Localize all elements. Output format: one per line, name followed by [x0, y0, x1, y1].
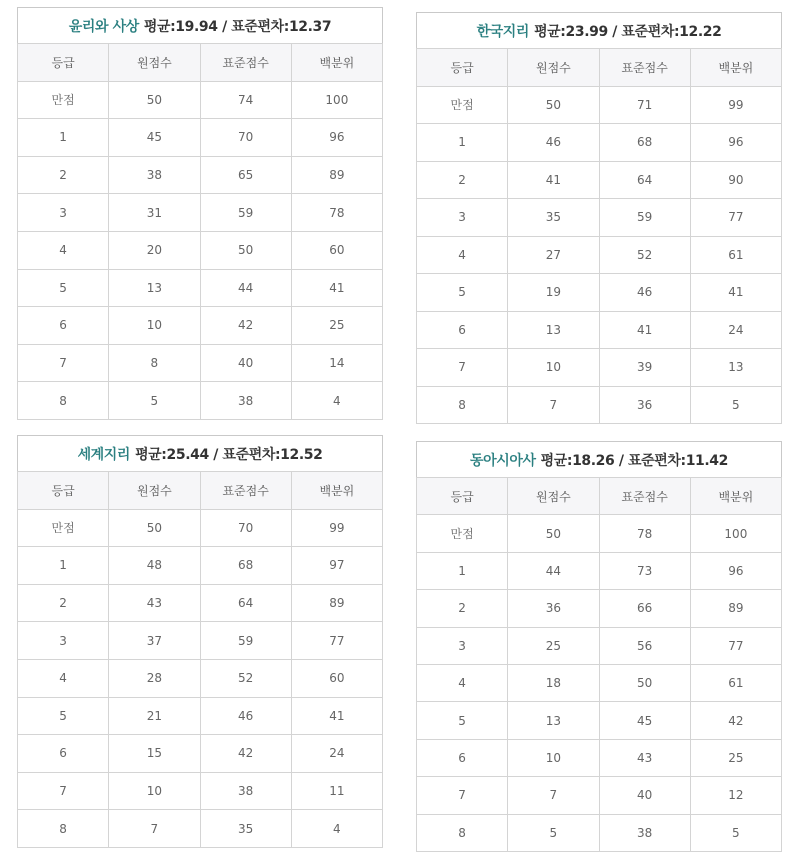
header-row [417, 478, 782, 515]
standard-score-cell: 70 [200, 509, 291, 547]
standard-score-cell: 38 [200, 772, 291, 810]
raw-score-cell: 50 [109, 81, 200, 119]
raw-score-cell: 13 [508, 702, 599, 739]
standard-score-cell: 38 [599, 814, 690, 851]
percentile-cell: 42 [690, 702, 781, 739]
standard-score-cell: 64 [599, 161, 690, 199]
raw-score-cell: 50 [508, 86, 599, 124]
raw-score-cell: 44 [508, 552, 599, 589]
standard-score-cell: 46 [599, 274, 690, 312]
grade-table [416, 477, 782, 852]
grade-cell: 3 [417, 627, 508, 664]
raw-score-cell: 13 [109, 269, 200, 307]
table-row [417, 702, 782, 739]
raw-score-cell: 35 [508, 199, 599, 237]
grade-cell: 8 [18, 810, 109, 848]
raw-score-cell: 46 [508, 124, 599, 162]
percentile-header: 백분위 [291, 44, 382, 82]
grade-cell: 4 [18, 231, 109, 269]
standard-score-cell: 78 [599, 515, 690, 552]
raw-score-cell: 19 [508, 274, 599, 312]
raw-score-header: 원점수 [109, 44, 200, 82]
percentile-cell: 99 [291, 509, 382, 547]
percentile-cell: 96 [690, 552, 781, 589]
grade-cell: 6 [18, 735, 109, 773]
percentile-cell: 24 [291, 735, 382, 773]
table-row [417, 124, 782, 162]
standard-score-cell: 59 [200, 194, 291, 232]
table-row [417, 814, 782, 851]
percentile-cell: 99 [690, 86, 781, 124]
raw-score-header: 원점수 [508, 478, 599, 515]
percentile-cell: 89 [291, 156, 382, 194]
table-row [417, 739, 782, 776]
standard-score-cell: 59 [599, 199, 690, 237]
percentile-header: 백분위 [291, 472, 382, 510]
standard-score-cell: 41 [599, 311, 690, 349]
table-row [18, 231, 383, 269]
standard-score-cell: 36 [599, 386, 690, 424]
table-row [417, 777, 782, 814]
grade-cell: 4 [18, 659, 109, 697]
raw-score-cell: 8 [109, 344, 200, 382]
grade-panel-korean-geography [416, 12, 782, 424]
raw-score-cell: 50 [508, 515, 599, 552]
standard-score-cell: 50 [599, 664, 690, 701]
grade-panel-east-asian-history [416, 441, 782, 852]
grade-cell: 6 [18, 307, 109, 345]
raw-score-cell: 13 [508, 311, 599, 349]
raw-score-header: 원점수 [109, 472, 200, 510]
percentile-cell: 96 [291, 119, 382, 157]
table-row [18, 269, 383, 307]
raw-score-cell: 41 [508, 161, 599, 199]
percentile-cell: 89 [690, 590, 781, 627]
standard-score-cell: 52 [200, 659, 291, 697]
raw-score-cell: 10 [109, 307, 200, 345]
panel-title [416, 441, 782, 477]
table-row [18, 344, 383, 382]
grade-cell: 8 [417, 386, 508, 424]
table-row [417, 515, 782, 552]
grade-cell: 7 [18, 344, 109, 382]
percentile-cell: 11 [291, 772, 382, 810]
standard-score-cell: 44 [200, 269, 291, 307]
percentile-cell: 78 [291, 194, 382, 232]
grade-cell: 6 [417, 739, 508, 776]
subject-name: 동아시아사 [470, 452, 536, 469]
percentile-cell: 41 [690, 274, 781, 312]
standard-score-cell: 35 [200, 810, 291, 848]
percentile-cell: 100 [690, 515, 781, 552]
raw-score-cell: 10 [508, 349, 599, 387]
grade-cell: 3 [18, 622, 109, 660]
grade-cell: 2 [18, 584, 109, 622]
standard-score-cell: 56 [599, 627, 690, 664]
grade-header: 등급 [417, 49, 508, 87]
table-row [18, 772, 383, 810]
standard-score-cell: 46 [200, 697, 291, 735]
grade-cell: 5 [417, 274, 508, 312]
grade-table [416, 48, 782, 424]
table-row [18, 735, 383, 773]
grade-cell: 4 [417, 236, 508, 274]
percentile-cell: 60 [291, 231, 382, 269]
subject-name: 세계지리 [77, 446, 131, 463]
standard-score-header: 표준점수 [200, 44, 291, 82]
table-row [18, 584, 383, 622]
raw-score-cell: 21 [109, 697, 200, 735]
percentile-cell: 90 [690, 161, 781, 199]
grade-table [17, 43, 383, 420]
percentile-cell: 77 [690, 199, 781, 237]
percentile-cell: 4 [291, 382, 382, 420]
standard-score-cell: 40 [200, 344, 291, 382]
standard-score-cell: 45 [599, 702, 690, 739]
raw-score-cell: 5 [508, 814, 599, 851]
percentile-cell: 100 [291, 81, 382, 119]
subject-stats: 평균:18.26 / 표준편차:11.42 [540, 452, 728, 469]
table-row [417, 274, 782, 312]
raw-score-header: 원점수 [508, 49, 599, 87]
grade-header: 등급 [18, 472, 109, 510]
standard-score-cell: 50 [200, 231, 291, 269]
raw-score-cell: 27 [508, 236, 599, 274]
percentile-cell: 25 [690, 739, 781, 776]
grade-cell: 2 [417, 161, 508, 199]
standard-score-header: 표준점수 [200, 472, 291, 510]
table-row [417, 236, 782, 274]
grade-cell: 1 [417, 552, 508, 589]
standard-score-cell: 52 [599, 236, 690, 274]
raw-score-cell: 50 [109, 509, 200, 547]
percentile-cell: 61 [690, 664, 781, 701]
table-row [417, 590, 782, 627]
percentile-cell: 24 [690, 311, 781, 349]
header-row [18, 472, 383, 510]
panel-title [416, 12, 782, 48]
standard-score-cell: 43 [599, 739, 690, 776]
table-row [417, 161, 782, 199]
table-row [18, 382, 383, 420]
raw-score-cell: 43 [109, 584, 200, 622]
table-row [417, 627, 782, 664]
grade-cell: 5 [417, 702, 508, 739]
percentile-cell: 41 [291, 697, 382, 735]
raw-score-cell: 31 [109, 194, 200, 232]
standard-score-cell: 38 [200, 382, 291, 420]
raw-score-cell: 25 [508, 627, 599, 664]
raw-score-cell: 15 [109, 735, 200, 773]
grade-cell: 6 [417, 311, 508, 349]
subject-name: 윤리와 사상 [68, 18, 139, 35]
standard-score-cell: 59 [200, 622, 291, 660]
table-row [417, 664, 782, 701]
panel-title [17, 7, 383, 43]
grade-cell: 4 [417, 664, 508, 701]
table-row [18, 307, 383, 345]
table-row [417, 311, 782, 349]
standard-score-cell: 68 [200, 547, 291, 585]
percentile-header: 백분위 [690, 478, 781, 515]
table-row [18, 81, 383, 119]
standard-score-cell: 64 [200, 584, 291, 622]
standard-score-cell: 70 [200, 119, 291, 157]
standard-score-header: 표준점수 [599, 49, 690, 87]
percentile-cell: 77 [291, 622, 382, 660]
raw-score-cell: 7 [109, 810, 200, 848]
grade-cell: 만점 [18, 509, 109, 547]
table-row [18, 659, 383, 697]
grade-cell: 1 [417, 124, 508, 162]
raw-score-cell: 5 [109, 382, 200, 420]
grade-panel-ethics [17, 7, 383, 420]
grade-cell: 5 [18, 269, 109, 307]
table-row [18, 547, 383, 585]
standard-score-cell: 66 [599, 590, 690, 627]
standard-score-cell: 39 [599, 349, 690, 387]
percentile-cell: 97 [291, 547, 382, 585]
grade-cell: 7 [18, 772, 109, 810]
standard-score-cell: 73 [599, 552, 690, 589]
table-row [18, 119, 383, 157]
raw-score-cell: 20 [109, 231, 200, 269]
grade-cell: 만점 [18, 81, 109, 119]
standard-score-cell: 74 [200, 81, 291, 119]
percentile-cell: 77 [690, 627, 781, 664]
percentile-cell: 61 [690, 236, 781, 274]
standard-score-cell: 42 [200, 307, 291, 345]
raw-score-cell: 10 [109, 772, 200, 810]
percentile-cell: 5 [690, 814, 781, 851]
standard-score-header: 표준점수 [599, 478, 690, 515]
table-row [417, 349, 782, 387]
table-row [18, 509, 383, 547]
grade-cell: 1 [18, 547, 109, 585]
percentile-cell: 96 [690, 124, 781, 162]
table-row [417, 86, 782, 124]
grade-cell: 만점 [417, 86, 508, 124]
grade-cell: 8 [18, 382, 109, 420]
raw-score-cell: 10 [508, 739, 599, 776]
percentile-cell: 4 [291, 810, 382, 848]
subject-name: 한국지리 [476, 23, 530, 40]
percentile-cell: 41 [291, 269, 382, 307]
standard-score-cell: 65 [200, 156, 291, 194]
grade-cell: 5 [18, 697, 109, 735]
raw-score-cell: 37 [109, 622, 200, 660]
raw-score-cell: 48 [109, 547, 200, 585]
subject-stats: 평균:25.44 / 표준편차:12.52 [135, 446, 323, 463]
table-row [18, 194, 383, 232]
percentile-cell: 13 [690, 349, 781, 387]
header-row [18, 44, 383, 82]
raw-score-cell: 7 [508, 777, 599, 814]
panel-title [17, 435, 383, 471]
percentile-cell: 89 [291, 584, 382, 622]
grade-cell: 7 [417, 349, 508, 387]
grade-cell: 만점 [417, 515, 508, 552]
percentile-cell: 14 [291, 344, 382, 382]
percentile-cell: 25 [291, 307, 382, 345]
raw-score-cell: 7 [508, 386, 599, 424]
raw-score-cell: 28 [109, 659, 200, 697]
grade-cell: 8 [417, 814, 508, 851]
grade-table [17, 471, 383, 848]
table-row [18, 622, 383, 660]
subject-stats: 평균:19.94 / 표준편차:12.37 [143, 18, 332, 35]
grade-cell: 1 [18, 119, 109, 157]
standard-score-cell: 68 [599, 124, 690, 162]
grade-cell: 2 [417, 590, 508, 627]
subject-stats: 평균:23.99 / 표준편차:12.22 [534, 23, 722, 40]
percentile-cell: 5 [690, 386, 781, 424]
grade-cell: 3 [18, 194, 109, 232]
standard-score-cell: 42 [200, 735, 291, 773]
raw-score-cell: 18 [508, 664, 599, 701]
standard-score-cell: 71 [599, 86, 690, 124]
raw-score-cell: 38 [109, 156, 200, 194]
table-row [18, 156, 383, 194]
percentile-cell: 12 [690, 777, 781, 814]
standard-score-cell: 40 [599, 777, 690, 814]
grade-header: 등급 [18, 44, 109, 82]
raw-score-cell: 45 [109, 119, 200, 157]
grade-cell: 7 [417, 777, 508, 814]
header-row [417, 49, 782, 87]
grade-header: 등급 [417, 478, 508, 515]
percentile-cell: 60 [291, 659, 382, 697]
table-row [417, 386, 782, 424]
percentile-header: 백분위 [690, 49, 781, 87]
grade-cell: 2 [18, 156, 109, 194]
table-row [18, 697, 383, 735]
grade-cell: 3 [417, 199, 508, 237]
table-row [18, 810, 383, 848]
table-row [417, 552, 782, 589]
raw-score-cell: 36 [508, 590, 599, 627]
grade-panel-world-geography [17, 435, 383, 848]
table-row [417, 199, 782, 237]
